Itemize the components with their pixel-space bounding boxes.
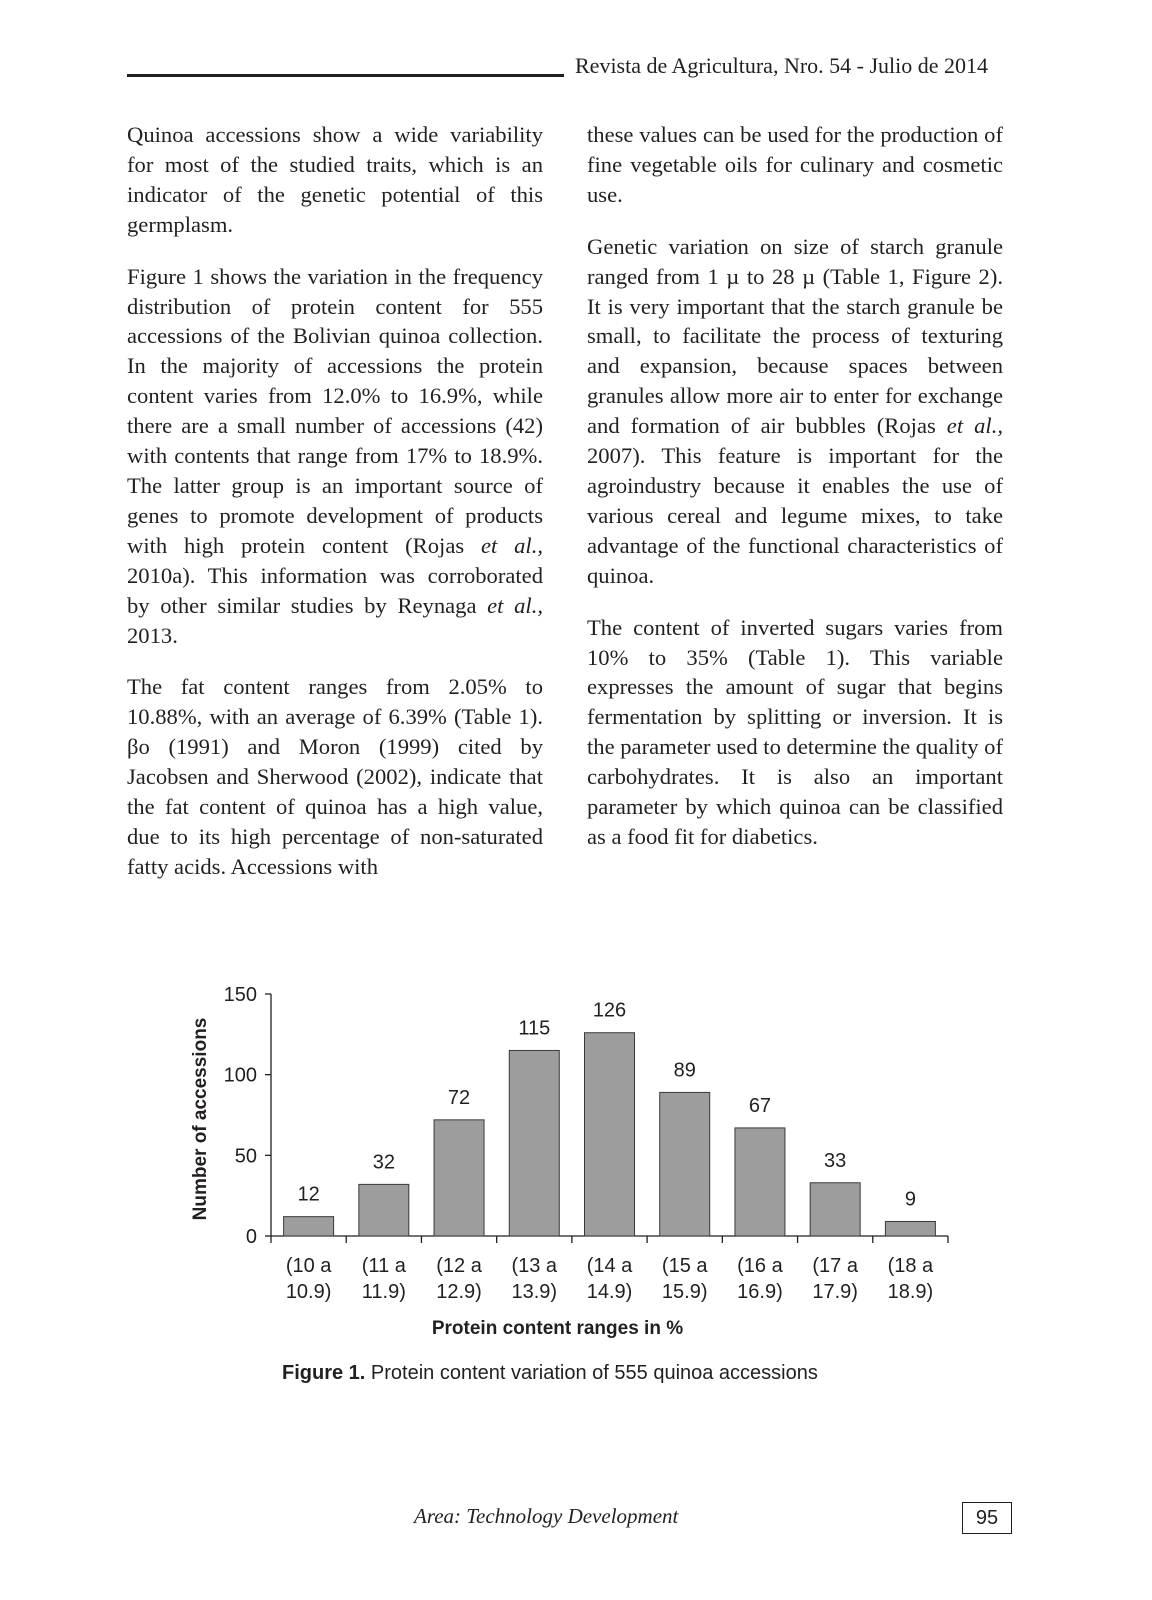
paragraph-protein [127, 262, 543, 651]
left-column [127, 120, 543, 882]
text-run: Figure 1 shows the variation in the frequency distribution of protein content for 555 accessions of the Bolivian quinoa collection. In the majority of accessions the protein content varies from 12.0% to 16.9%, while there are a small number of accessions (42) with contents that range from 17% to 18.9%. The latter group is an important source of genes to promote development of products with high protein content (Rojas [127, 263, 543, 558]
data-label: 89 [673, 1059, 696, 1082]
protein-bar-chart [0, 960, 1152, 1360]
paragraph-fat: The fat content ranges from 2.05% to 10.88%, with an average of 6.39% (Table 1). βo (1991) and Moron (1999) cited by Jacobsen and Sherwood (2002), indicate that the fat content of quinoa has a high value, due to its high percentage of non-saturated fatty acids. Accessions with [127, 674, 543, 879]
x-tick-label: 11.9) [361, 1281, 406, 1303]
x-tick-label: 12.9) [436, 1281, 482, 1303]
text-run: 2007). This feature is important for the agroindustry because it enables the use of various cereal and legume mixes, to take advantage of the functional characteristics of quinoa. [587, 443, 1003, 588]
figure-caption [282, 1360, 818, 1386]
x-tick-label: 16.9) [737, 1281, 783, 1303]
x-axis-title: Protein content ranges in % [431, 1318, 684, 1339]
paragraph-oils: these values can be used for the production of fine vegetable oils for culinary and cosmetic use. [587, 122, 1003, 207]
x-tick-label: 15.9) [661, 1281, 708, 1303]
y-tick-label: 150 [223, 984, 257, 1006]
data-label: 72 [447, 1086, 471, 1109]
figure-caption-text: Protein content variation of 555 quinoa accessions [365, 1362, 818, 1384]
figure-label: Figure 1. [282, 1362, 366, 1384]
x-tick-label: 14.9) [586, 1281, 633, 1303]
citation-etal: et al., [480, 532, 543, 558]
header-rule [127, 74, 564, 77]
right-column [587, 120, 1003, 852]
y-tick-label: 100 [223, 1064, 257, 1087]
bar [810, 1183, 860, 1236]
bar [434, 1120, 484, 1236]
data-label: 115 [518, 1017, 551, 1040]
bar [585, 1033, 635, 1236]
x-tick-label: (17 a [812, 1255, 858, 1277]
bar [509, 1050, 559, 1236]
bar [359, 1184, 409, 1236]
citation-etal: et al., [487, 592, 543, 618]
data-label: 126 [592, 999, 627, 1022]
data-label: 67 [748, 1094, 772, 1117]
x-tick-label: (13 a [511, 1255, 558, 1277]
x-tick-label: 13.9) [511, 1281, 558, 1303]
chart-svg [0, 960, 1152, 1360]
x-tick-label: 17.9) [812, 1281, 858, 1303]
bar [735, 1128, 785, 1236]
x-tick-label: (10 a [285, 1255, 332, 1277]
y-tick-label: 50 [234, 1145, 257, 1168]
citation-etal: et al., [946, 413, 1003, 439]
paragraph-variability: Quinoa accessions show a wide variability for most of the studied traits, which is an indicator of the genetic potential of this germplasm. [127, 122, 543, 237]
bar [284, 1217, 334, 1236]
x-tick-label: 10.9) [285, 1281, 332, 1303]
text-run: 2010a). This information was corroborated by other similar studies by Reynaga [127, 562, 543, 618]
data-label: 9 [904, 1188, 916, 1211]
footer-area: Area: Technology Development [414, 1504, 679, 1528]
text-run: Genetic variation on size of starch granule ranged from 1 µ to 28 µ (Table 1, Figure 2). It is very important that the starch granule be small, to facilitate the process of texturing and expansion, because spaces between granules allow more air to enter for exchange and formation of air bubbles (Rojas [587, 233, 1003, 439]
text-run: 2013. [127, 622, 178, 648]
journal-header: Revista de Agricultura, Nro. 54 - Julio de 2014 [575, 53, 989, 78]
data-label: 32 [372, 1151, 395, 1174]
data-label: 33 [824, 1149, 847, 1172]
page-number: 95 [962, 1502, 1012, 1534]
x-tick-label: (18 a [887, 1255, 934, 1277]
x-tick-label: (15 a [661, 1255, 708, 1277]
x-tick-label: (12 a [436, 1255, 482, 1277]
data-label: 12 [297, 1183, 320, 1206]
y-tick-label: 0 [245, 1226, 257, 1248]
x-tick-label: (14 a [586, 1255, 633, 1277]
y-axis-title: Number of accessions [190, 1017, 211, 1221]
paragraph-starch [587, 232, 1003, 591]
bar [660, 1092, 710, 1236]
x-tick-label: (16 a [737, 1255, 783, 1277]
bar [885, 1221, 935, 1236]
x-tick-label: 18.9) [887, 1281, 934, 1303]
x-tick-label: (11 a [361, 1255, 406, 1277]
paragraph-sugars: The content of inverted sugars varies from 10% to 35% (Table 1). This variable expresses the amount of sugar that begins fermentation by splitting or inversion. It is the parameter used to determine the quality of carbohydrates. It is also an important parameter by which quinoa can be classified as a food fit for diabetics. [587, 614, 1003, 849]
